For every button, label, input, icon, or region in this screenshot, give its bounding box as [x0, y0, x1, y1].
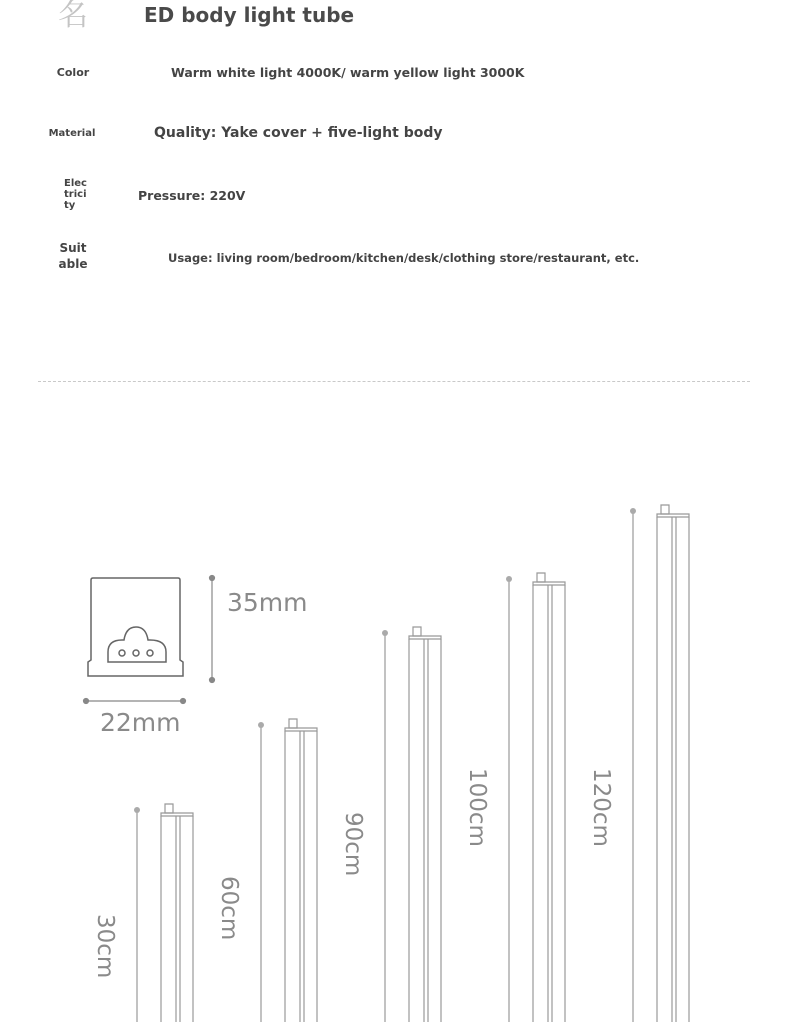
tube-4: [506, 573, 565, 1022]
tube-length-label-100: 100cm: [464, 768, 490, 847]
spec-value-color: Warm white light 4000K/ warm yellow light 3000K: [171, 65, 525, 80]
tube-3: [382, 627, 441, 1022]
profile-width-label: 22mm: [100, 708, 181, 737]
tube-5: [630, 505, 689, 1022]
tube-length-label-90: 90cm: [340, 812, 366, 877]
spec-label-color: Color: [56, 66, 90, 79]
profile-cross-section: [88, 578, 183, 676]
spec-label-material: Material: [48, 128, 96, 139]
spec-value-suitable: Usage: living room/bedroom/kitchen/desk/clothing store/restaurant, etc.: [168, 251, 640, 265]
spec-value-electricity: Pressure: 220V: [138, 188, 246, 203]
width-dimension-line: [84, 699, 186, 704]
height-dimension-line: [210, 576, 215, 683]
tube-length-label-30: 30cm: [92, 914, 118, 979]
spec-label-suitable: Suit able: [58, 241, 88, 272]
spec-label-electricity: Elec trici ty: [64, 178, 87, 211]
header-glyph: 名: [58, 0, 88, 33]
tube-length-label-60: 60cm: [216, 876, 242, 941]
tube-length-label-120: 120cm: [588, 768, 614, 847]
tube-1: [134, 804, 193, 1022]
product-title: ED body light tube: [144, 3, 355, 27]
tube-2: [258, 719, 317, 1022]
profile-height-label: 35mm: [227, 588, 308, 617]
spec-value-material: Quality: Yake cover + five-light body: [154, 125, 443, 141]
